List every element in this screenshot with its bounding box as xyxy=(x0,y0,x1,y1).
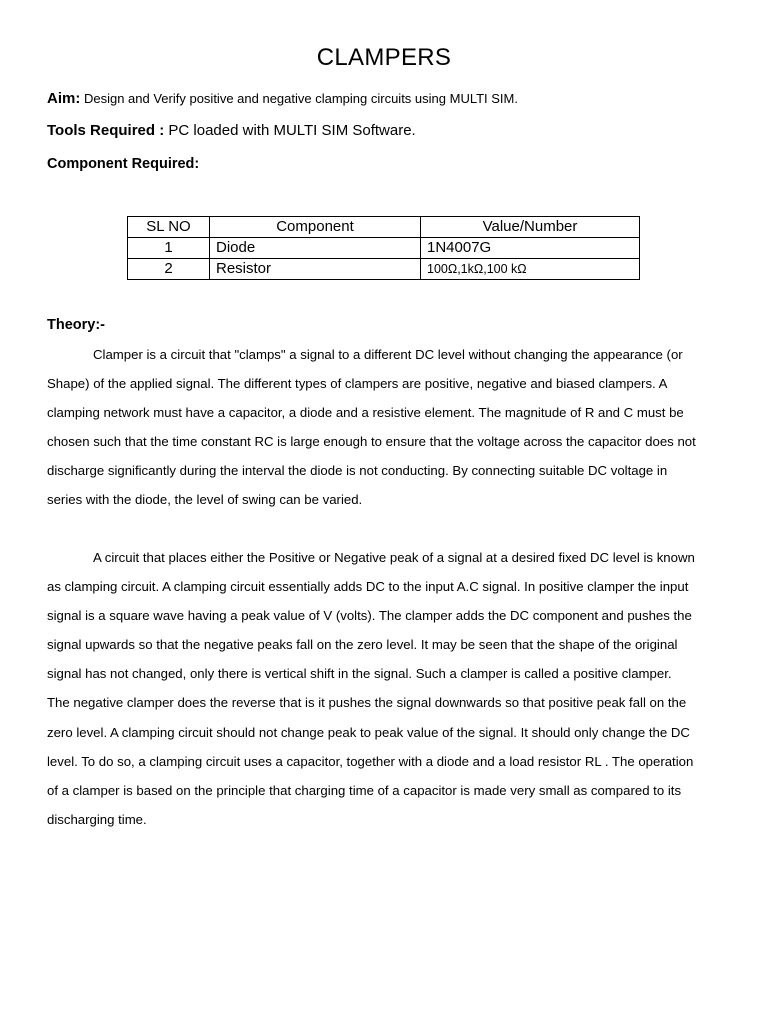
table-cell: Diode xyxy=(210,238,421,259)
table-row xyxy=(128,238,640,259)
aim-text: Design and Verify positive and negative clamping circuits using MULTI SIM. xyxy=(83,91,518,106)
table-header-row xyxy=(128,217,640,238)
table-header-cell: Value/Number xyxy=(421,217,640,238)
table-row xyxy=(128,259,640,280)
theory-paragraph-2 xyxy=(47,543,697,834)
document-title: CLAMPERS xyxy=(316,44,452,71)
theory-heading: Theory:- xyxy=(47,317,105,333)
aim-label: Aim: xyxy=(47,90,81,107)
table-cell: Resistor xyxy=(210,259,421,280)
table-header-cell: Component xyxy=(210,217,421,238)
table-cell: 2 xyxy=(128,259,210,280)
component-heading: Component Required: xyxy=(47,156,200,172)
aim-line xyxy=(47,90,518,107)
tools-line xyxy=(47,122,416,139)
tools-label: Tools Required : xyxy=(47,122,165,139)
paragraph-text: Clamper is a circuit that "clamps" a signal to a different DC level without changing the appearance (or Shape) of the applied signal. The different types of clampers are positive, negative and biased clampers. A clamping network must have a capacitor, a diode and a resistive element. The magnitude of R and C must be chosen such that the time constant RC is large enough to ensure that the voltage across the capacitor does not discharge significantly during the interval the diode is not conducting. By connecting suitable DC voltage in series with the diode, the level of swing can be varied. xyxy=(47,347,696,508)
table-cell: 100Ω,1kΩ,100 kΩ xyxy=(421,259,640,280)
table-cell: 1N4007G xyxy=(421,238,640,259)
table-cell: 1 xyxy=(128,238,210,259)
table-header-cell: SL NO xyxy=(128,217,210,238)
paragraph-text: A circuit that places either the Positive or Negative peak of a signal at a desired fixed DC level is known as clamping circuit. A clamping circuit essentially adds DC to the input A.C signal. In positive clamper the input signal is a square wave having a peak value of V (volts). The clamper adds the DC component and pushes the signal upwards so that the negative peaks fall on the zero level. It may be seen that the shape of the original signal has not changed, only there is vertical shift in the signal. Such a clamper is called a positive clamper. The negative clamper does the reverse that is it pushes the signal downwards so that positive peak fall on the zero level. A clamping circuit should not change peak to peak value of the signal. It should only change the DC level. To do so, a clamping circuit uses a capacitor, together with a diode and a load resistor RL . The operation of a clamper is based on the principle that charging time of a capacitor is made very small as compared to its discharging time. xyxy=(47,550,695,827)
tools-text: PC loaded with MULTI SIM Software. xyxy=(168,122,416,139)
theory-paragraph-1 xyxy=(47,340,697,515)
components-table xyxy=(127,216,640,280)
